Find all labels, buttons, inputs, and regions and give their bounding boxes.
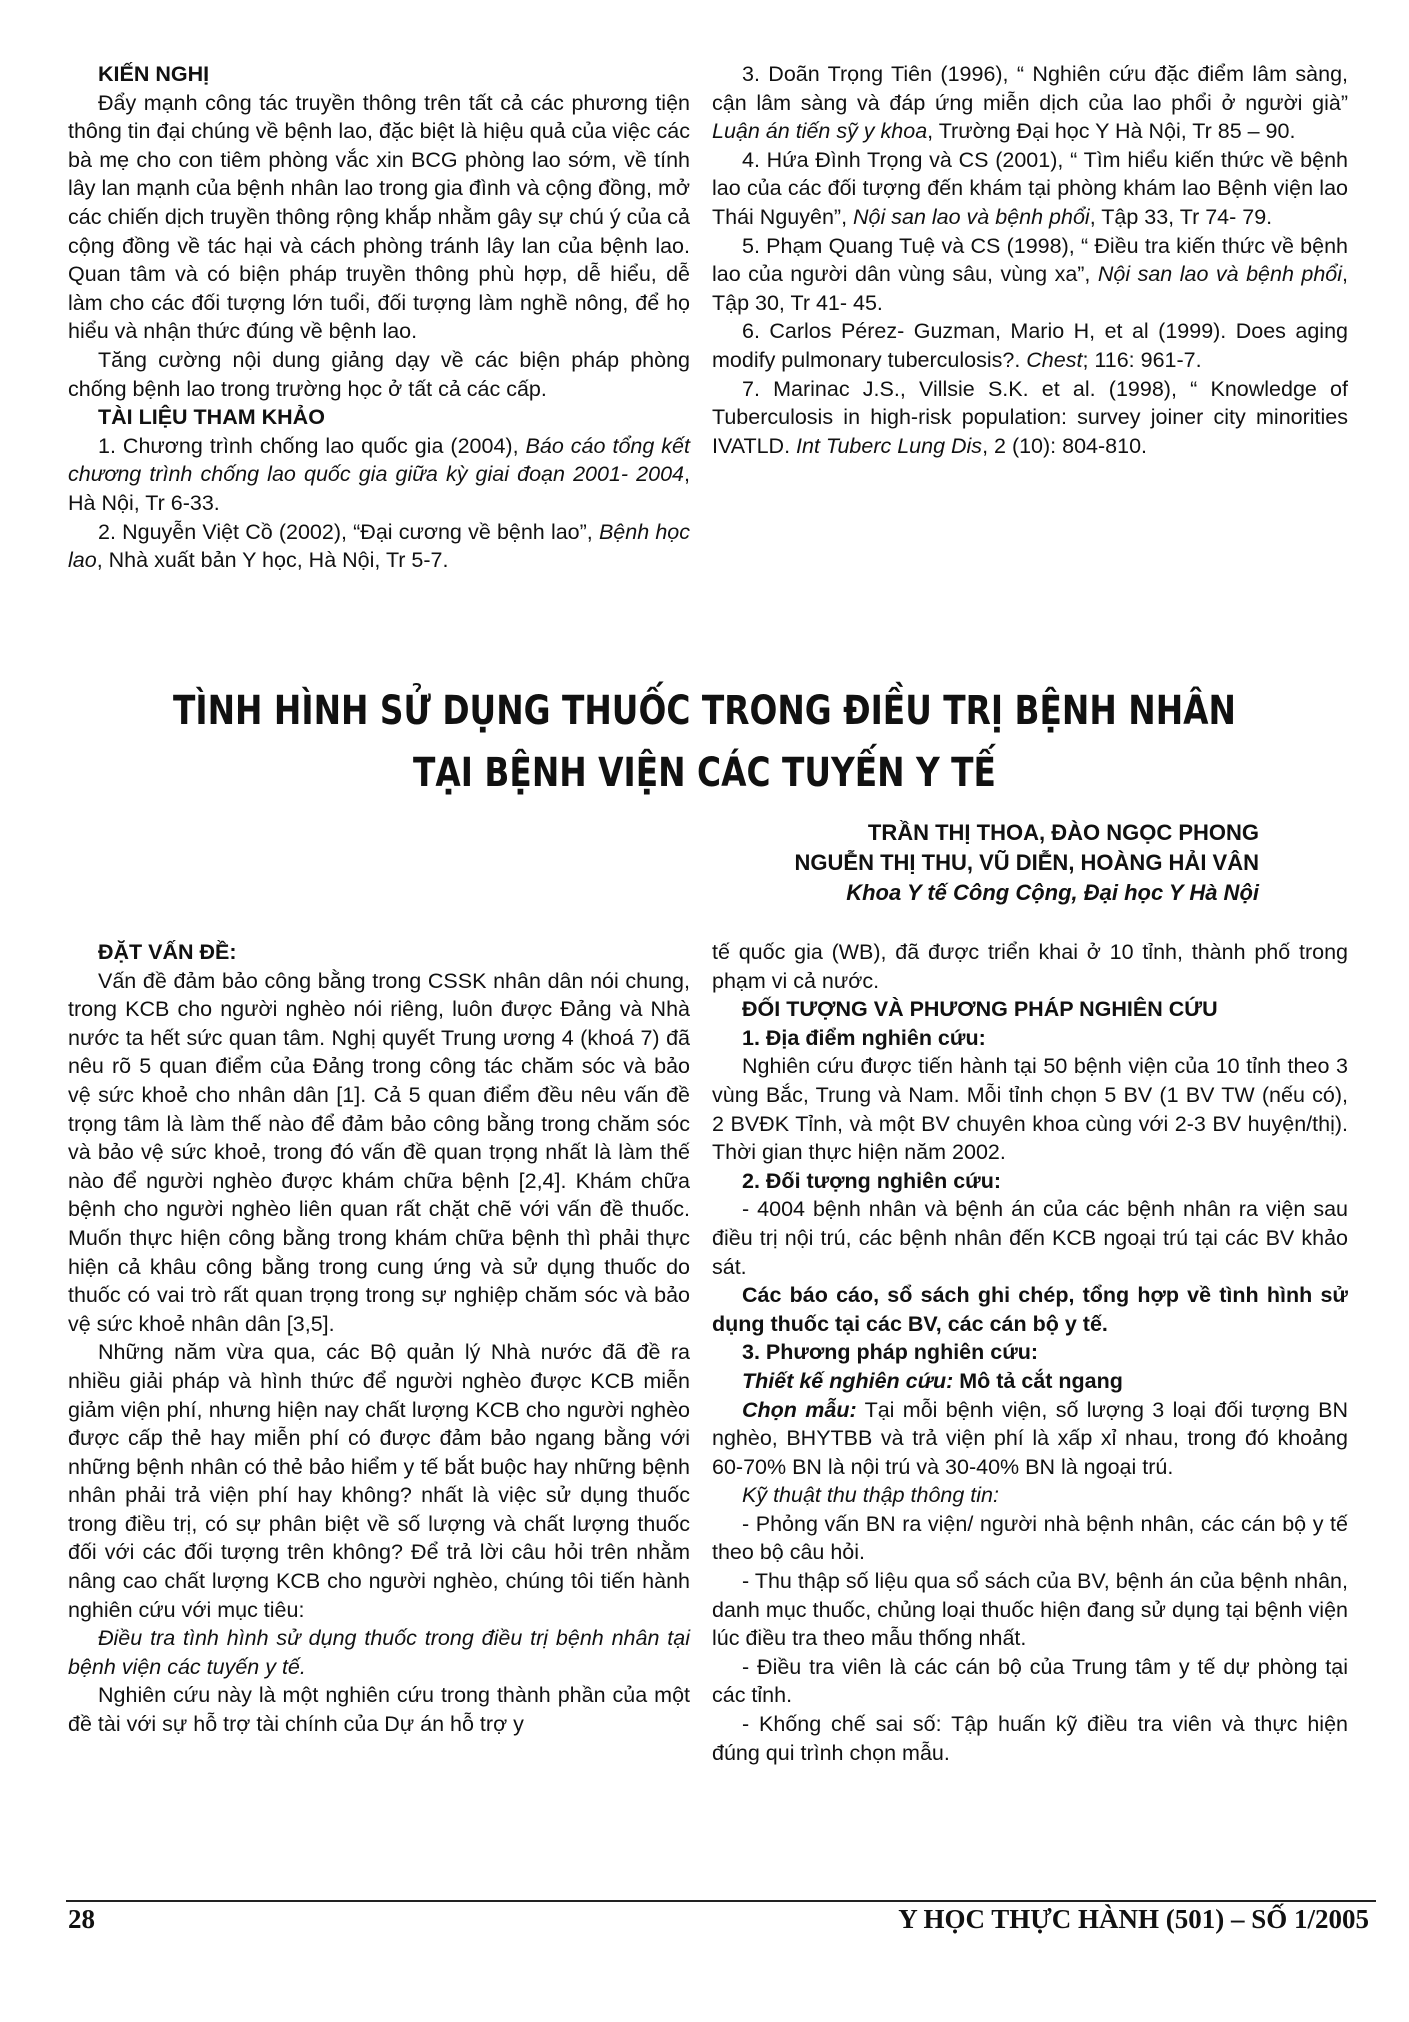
article-title bbox=[127, 680, 1282, 804]
study-design bbox=[712, 1367, 1348, 1396]
introduction-continuation: tế quốc gia (WB), đã được triển khai ở 10 tỉnh, thành phố trong phạm vi cả nước. bbox=[712, 940, 1348, 993]
reference-3-authors: 3. Doãn Trọng Tiên (1996), “ Nghiên cứu đặc điểm lâm sàng, cận lâm sàng và đáp ứng miễn dịch của lao phổi ở người già” bbox=[712, 62, 1348, 115]
reference-6-authors: 6. Carlos Pérez- Guzman, Mario H, et al (1999). Does aging modify pulmonary tuberculosis?. bbox=[712, 319, 1348, 372]
article-authors bbox=[795, 818, 1259, 908]
article-title-line-2: TẠI BỆNH VIỆN CÁC TUYẾN Y TẾ bbox=[413, 750, 996, 796]
recommendations-paragraph-2: Tăng cường nội dung giảng dạy về các biện pháp phòng chống bệnh lao trong trường học ở tất cả các cấp. bbox=[68, 347, 690, 401]
data-collection-technique bbox=[712, 1481, 1348, 1510]
reference-7-source: , 2 (10): 804-810. bbox=[982, 433, 1147, 458]
introduction-paragraph-2: Những năm vừa qua, các Bộ quản lý Nhà nước đã đề ra nhiều giải pháp và hình thức để người nghèo được KCB miễn giảm viện phí, nhưng hiện nay chất lượng KCB cho người nghèo được cấp thẻ hay miễn phí có được đảm bảo ngang bằng với những bệnh nhân có thẻ bảo hiểm y tế bắt buộc hay những bệnh nhân phải trả viện phí hay không? nhất là việc sử dụng thuốc trong điều trị, có sự phân biệt về số lượng và chất lượng thuốc đối với các đối tượng trên không? Để trả lời câu hỏi trên nhằm nâng cao chất lượng KCB cho người nghèo, chúng tôi tiến hành nghiên cứu với mục tiêu: bbox=[68, 1340, 690, 1622]
reference-4 bbox=[712, 146, 1348, 232]
top-right-column bbox=[712, 60, 1348, 460]
reference-1 bbox=[68, 432, 690, 518]
journal-name: Y HỌC THỰC HÀNH (501) – SỐ 1/2005 bbox=[898, 1904, 1369, 1934]
reference-3-title: Luận án tiến sỹ y khoa bbox=[712, 119, 928, 144]
introduction-heading: ĐẶT VẤN ĐỀ: bbox=[98, 940, 237, 964]
authors-line-2: NGUỄN THỊ THU, VŨ DIỄN, HOÀNG HẢI VÂN bbox=[794, 850, 1259, 875]
reference-5-title: Nội san lao và bệnh phổi bbox=[1097, 262, 1343, 287]
authors-line-1: TRẦN THỊ THOA, ĐÀO NGỌC PHONG bbox=[867, 820, 1259, 845]
reference-4-title: Nội san lao và bệnh phổi bbox=[853, 204, 1090, 229]
top-left-column bbox=[68, 60, 690, 575]
data-collection-item-2: - Thu thập số liệu qua sổ sách của BV, bệnh án của bệnh nhân, danh mục thuốc, chủng loại thuốc hiện đang sử dụng tại bệnh viện lúc điều tra theo mẫu thống nhất. bbox=[712, 1569, 1348, 1651]
reference-1-source: , Hà Nội, Tr 6-33. bbox=[68, 462, 690, 515]
sampling bbox=[712, 1396, 1348, 1482]
reference-5-source: , Tập 30, Tr 41- 45. bbox=[712, 262, 1348, 315]
recommendations-heading: KIẾN NGHỊ bbox=[98, 62, 210, 86]
footer-divider bbox=[66, 1900, 1376, 1902]
study-design-value: Mô tả cắt ngang bbox=[953, 1368, 1123, 1393]
reference-4-authors: 4. Hứa Đình Trọng và CS (2001), “ Tìm hiểu kiến thức về bệnh lao của các đối tượng đến khám tại phòng khám lao Bệnh viện lao Thái Nguyên”, bbox=[712, 147, 1348, 229]
reference-6-source: ; 116: 961-7. bbox=[1082, 347, 1202, 372]
article-title-line-1: TÌNH HÌNH SỬ DỤNG THUỐC TRONG ĐIỀU TRỊ BỆNH NHÂN bbox=[173, 688, 1236, 734]
reference-6-title: Chest bbox=[1026, 347, 1083, 372]
reference-6 bbox=[712, 317, 1348, 374]
reference-5-authors: 5. Phạm Quang Tuệ và CS (1998), “ Điều tra kiến thức về bệnh lao của người dân vùng sâu, vùng xa”, bbox=[712, 233, 1348, 287]
sampling-label: Chọn mẫu: bbox=[742, 1397, 857, 1422]
reference-4-source: , Tập 33, Tr 74- 79. bbox=[1089, 204, 1273, 229]
study-subjects-heading: 2. Đối tượng nghiên cứu: bbox=[742, 1168, 1002, 1193]
reference-1-authors: 1. Chương trình chống lao quốc gia (2004), bbox=[98, 433, 526, 458]
reference-2-source: , Nhà xuất bản Y học, Hà Nội, Tr 5-7. bbox=[96, 548, 449, 573]
reference-1-title: Báo cáo tổng kết chương trình chống lao quốc gia giữa kỳ giai đoạn 2001- 2004 bbox=[68, 433, 690, 487]
study-location-paragraph: Nghiên cứu được tiến hành tại 50 bệnh viện của 10 tỉnh theo 3 vùng Bắc, Trung và Nam. Mỗi tỉnh chọn 5 BV (1 BV TW (nếu có), 2 BVĐK Tỉnh, và một BV chuyên khoa cùng với 2-3 BV huyện/thị). Thời gian thực hiện năm 2002. bbox=[712, 1054, 1348, 1165]
bottom-right-column bbox=[712, 938, 1348, 1767]
page-number: 28 bbox=[68, 1904, 95, 1934]
recommendations-paragraph-1: Đẩy mạnh công tác truyền thông trên tất cả các phương tiện thông tin đại chúng về bệnh lao, đặc biệt là hiệu quả của việc các bà mẹ cho con tiêm phòng vắc xin BCG phòng lao sớm, về tính lây lan mạnh của bệnh nhân lao trong gia đình và cộng đồng, mở các chiến dịch truyền thông rộng khắp nhằm gây sự chú ý của cả cộng đồng về tác hại và cách phòng tránh lây lan của bệnh lao. Quan tâm và có biện pháp truyền thông phù hợp, dễ hiểu, dễ làm cho các đối tượng lớn tuổi, đối tượng làm nghề nông, để họ hiểu và nhận thức đúng về bệnh lao. bbox=[68, 90, 690, 344]
reference-3-source: , Trường Đại học Y Hà Nội, Tr 85 – 90. bbox=[927, 119, 1296, 144]
study-subjects-bold-paragraph: Các báo cáo, sổ sách ghi chép, tổng hợp về tình hình sử dụng thuốc tại các BV, các cán bộ y tế. bbox=[712, 1283, 1348, 1336]
author-affiliation: Khoa Y tế Công Cộng, Đại học Y Hà Nội bbox=[846, 880, 1259, 905]
bottom-left-column bbox=[68, 938, 690, 1739]
reference-2 bbox=[68, 518, 690, 575]
study-design-label: Thiết kế nghiên cứu: bbox=[742, 1368, 954, 1393]
introduction-paragraph-1: Vấn đề đảm bảo công bằng trong CSSK nhân dân nói chung, trong KCB cho người nghèo nói riêng, luôn được Đảng và Nhà nước ta hết sức quan tâm. Nghị quyết Trung ương 4 (khoá 7) đã nêu rõ 5 quan điểm của Đảng trong công tác chăm sóc và bảo vệ sức khoẻ cho nhân dân [1]. Cả 5 quan điểm đều nêu vấn đề trọng tâm là làm thế nào để đảm bảo công bằng trong chăm sóc và bảo vệ sức khoẻ, trong đó vấn đề quan trọng nhất là làm thế nào để người nghèo được khám chữa bệnh [2,4]. Khám chữa bệnh cho người nghèo liên quan rất chặt chẽ với vấn đề thuốc. Muốn thực hiện công bằng trong khám chữa bệnh thì phải thực hiện cả khâu công bằng trong cung ứng và sử dụng thuốc do thuốc có vai trò rất quan trọng trong sự nghiệp chăm sóc và bảo vệ sức khoẻ nhân dân [3,5]. bbox=[68, 968, 690, 1336]
study-objective-text: Điều tra tình hình sử dụng thuốc trong điều trị bệnh nhân tại bệnh viện các tuyến y tế. bbox=[68, 1626, 690, 1679]
reference-2-title: Bệnh học lao bbox=[68, 519, 690, 573]
study-objective bbox=[68, 1624, 690, 1681]
data-collection-item-4: - Khống chế sai số: Tập huấn kỹ điều tra viên và thực hiện đúng qui trình chọn mẫu. bbox=[712, 1712, 1348, 1765]
study-location-heading: 1. Địa điểm nghiên cứu: bbox=[742, 1025, 986, 1050]
reference-2-authors: 2. Nguyễn Việt Cồ (2002), “Đại cương về bệnh lao”, bbox=[98, 519, 599, 544]
sampling-value: Tại mỗi bệnh viện, số lượng 3 loại đối tượng BN nghèo, BHYTBB và trả viện phí là xấp xỉ nhau, trong đó khoảng 60-70% BN là nội trú và 30-40% BN là ngoại trú. bbox=[712, 1397, 1348, 1479]
introduction-paragraph-4: Nghiên cứu này là một nghiên cứu trong thành phần của một đề tài với sự hỗ trợ tài chính của Dự án hỗ trợ y bbox=[68, 1683, 690, 1737]
data-collection-item-1: - Phỏng vấn BN ra viện/ người nhà bệnh nhân, các cán bộ y tế theo bộ câu hỏi. bbox=[712, 1511, 1348, 1565]
methods-heading: ĐỐI TƯỢNG VÀ PHƯƠNG PHÁP NGHIÊN CỨU bbox=[742, 997, 1218, 1022]
data-collection-item-3: - Điều tra viên là các cán bộ của Trung tâm y tế dự phòng tại các tỉnh. bbox=[712, 1654, 1348, 1708]
references-heading: TÀI LIỆU THAM KHẢO bbox=[98, 405, 325, 430]
study-method-heading: 3. Phương pháp nghiên cứu: bbox=[742, 1340, 1039, 1365]
reference-5 bbox=[712, 232, 1348, 318]
reference-7-title: Int Tuberc Lung Dis bbox=[796, 433, 983, 458]
reference-3 bbox=[712, 60, 1348, 146]
data-collection-label: Kỹ thuật thu thập thông tin: bbox=[742, 1483, 999, 1508]
study-subjects-paragraph: - 4004 bệnh nhân và bệnh án của các bệnh nhân ra viện sau điều trị nội trú, các bệnh nhân đến KCB ngoại trú tại các BV khảo sát. bbox=[712, 1197, 1348, 1279]
reference-7-authors: 7. Marinac J.S., Villsie S.K. et al. (1998), “ Knowledge of Tuberculosis in high-risk population: survey joiner city minorities IVATLD. bbox=[712, 376, 1348, 458]
reference-7 bbox=[712, 375, 1348, 461]
